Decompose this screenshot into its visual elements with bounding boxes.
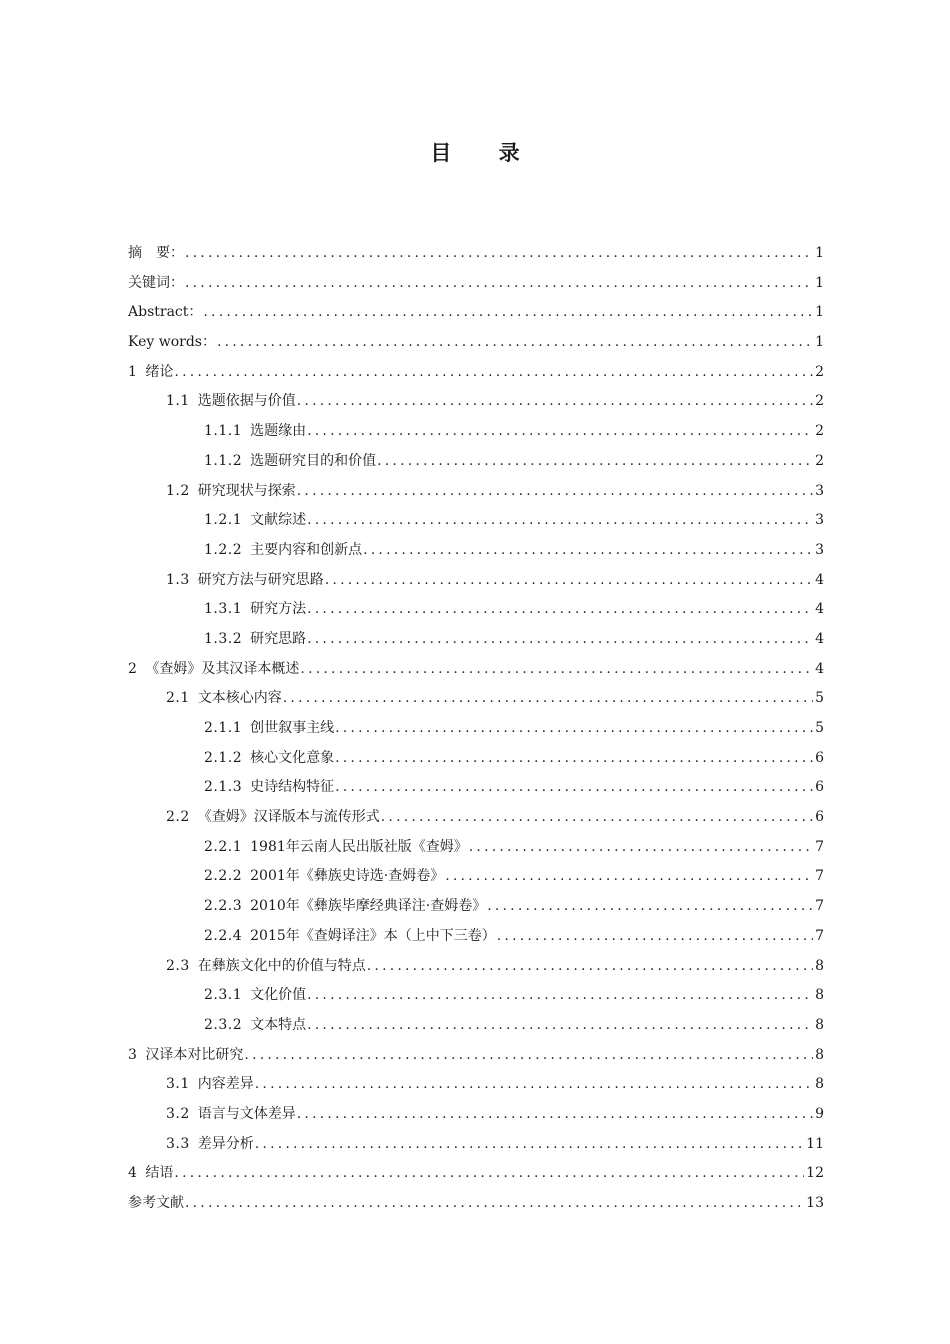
toc-entry[interactable] — [128, 1044, 824, 1074]
toc-entry-number: 1.2.1 — [204, 512, 243, 529]
toc-dot-leader — [185, 1192, 804, 1214]
toc-entry[interactable] — [128, 569, 824, 599]
toc-entry-number: 1.2 — [166, 482, 190, 499]
toc-dot-leader — [297, 390, 813, 412]
toc-dot-leader — [283, 687, 813, 709]
toc-entry[interactable] — [128, 390, 824, 420]
toc-entry-label: 主要内容和创新点 — [250, 541, 363, 558]
toc-entry[interactable] — [128, 1103, 824, 1133]
toc-entry-label: 差异分析 — [197, 1135, 254, 1152]
toc-dot-leader — [217, 331, 813, 353]
toc-entry-page-number: 8 — [815, 987, 824, 1004]
toc-dot-leader — [307, 1014, 813, 1036]
toc-entry-page-number: 8 — [815, 1016, 824, 1033]
toc-entry-label: 参考文献 — [128, 1195, 184, 1211]
toc-entry-number: 2.3 — [166, 957, 190, 974]
toc-entry[interactable] — [128, 658, 824, 688]
toc-entry-page-number: 12 — [806, 1165, 824, 1182]
toc-entry[interactable] — [128, 1192, 824, 1222]
table-of-contents — [128, 242, 824, 1222]
toc-entry[interactable] — [128, 1162, 824, 1192]
toc-entry-page-number: 2 — [815, 393, 824, 410]
toc-dot-leader — [244, 1044, 813, 1066]
toc-entry-page-number: 4 — [815, 571, 824, 588]
toc-entry-number: 1.1.2 — [204, 452, 243, 469]
toc-entry[interactable] — [128, 539, 824, 569]
toc-entry-number: 2.2 — [166, 809, 190, 826]
toc-entry-page-number: 1 — [815, 274, 824, 291]
toc-entry-page-number: 8 — [815, 957, 824, 974]
toc-entry-number: 1.3.2 — [204, 630, 243, 647]
toc-entry-number: 2.3.1 — [204, 987, 243, 1004]
toc-entry[interactable] — [128, 1014, 824, 1044]
toc-entry-page-number: 1 — [815, 334, 824, 351]
toc-entry-number: 3.2 — [166, 1105, 190, 1122]
toc-title: 目 录 — [430, 141, 540, 165]
toc-entry-label: 文化价值 — [250, 987, 307, 1004]
toc-entry-number: 2.3.2 — [204, 1016, 243, 1033]
toc-entry-label: 选题研究目的和价值 — [250, 452, 377, 469]
toc-entry-page-number: 2 — [815, 423, 824, 440]
toc-entry-page-number: 13 — [806, 1195, 824, 1211]
toc-entry-label: 1981年云南人民出版社版《查姆》 — [250, 838, 468, 855]
toc-entry[interactable] — [128, 480, 824, 510]
toc-dot-leader — [363, 539, 813, 561]
toc-entry-number: 1.3.1 — [204, 601, 243, 618]
toc-entry-page-number: 5 — [815, 690, 824, 707]
toc-dot-leader — [307, 509, 813, 531]
toc-entry[interactable] — [128, 420, 824, 450]
toc-entry[interactable] — [128, 836, 824, 866]
toc-entry-number: 1.3 — [166, 571, 190, 588]
toc-entry[interactable] — [128, 984, 824, 1014]
toc-entry-label: 选题缘由 — [250, 423, 307, 440]
toc-dot-leader — [255, 1073, 813, 1095]
toc-dot-leader — [297, 480, 813, 502]
toc-entry-page-number: 8 — [815, 1046, 824, 1063]
toc-entry-label: 在彝族文化中的价值与特点 — [197, 957, 366, 974]
toc-entry-label: 史诗结构特征 — [250, 779, 335, 796]
toc-entry-label: 2010年《彝族毕摩经典译注·查姆卷》 — [250, 898, 487, 915]
toc-entry-label: 《查姆》汉译版本与流传形式 — [197, 809, 380, 826]
toc-entry[interactable] — [128, 925, 824, 955]
toc-dot-leader — [325, 569, 813, 591]
toc-entry-label: 文献综述 — [250, 512, 307, 529]
toc-entry-label: 语言与文体差异 — [197, 1105, 296, 1122]
toc-entry-number: 2.1.1 — [204, 720, 243, 736]
toc-entry-page-number: 7 — [815, 927, 824, 944]
toc-entry-label: 核心文化意象 — [250, 749, 335, 766]
toc-entry[interactable] — [128, 687, 824, 717]
toc-entry-number: 2 — [128, 660, 138, 677]
toc-entry[interactable] — [128, 717, 824, 747]
toc-entry-number: 4 — [128, 1165, 138, 1182]
toc-dot-leader — [307, 598, 813, 620]
toc-entry-label: 关键词： — [128, 274, 184, 291]
toc-entry-label: 内容差异 — [197, 1076, 254, 1093]
toc-entry-page-number: 6 — [815, 809, 824, 826]
toc-entry[interactable] — [128, 509, 824, 539]
toc-entry-number: 1.1 — [166, 393, 190, 410]
toc-entry-page-number: 3 — [815, 541, 824, 558]
toc-entry[interactable] — [128, 1133, 824, 1163]
toc-entry[interactable] — [128, 895, 824, 925]
toc-entry[interactable] — [128, 865, 824, 895]
toc-dot-leader — [185, 272, 813, 294]
toc-entry-label: 文本核心内容 — [197, 690, 282, 707]
toc-dot-leader — [174, 1162, 804, 1184]
toc-entry-label: 《查姆》及其汉译本概述 — [145, 660, 300, 677]
toc-entry-page-number: 3 — [815, 482, 824, 499]
toc-entry-number: 2.2.1 — [204, 838, 243, 855]
toc-dot-leader — [297, 1103, 813, 1125]
toc-entry-page-number: 4 — [815, 660, 824, 677]
toc-entry-page-number: 3 — [815, 512, 824, 529]
toc-entry-label: 研究方法 — [250, 601, 307, 618]
toc-dot-leader — [335, 747, 813, 769]
toc-entry-label: 研究方法与研究思路 — [197, 571, 324, 588]
toc-entry-page-number: 4 — [815, 601, 824, 618]
toc-dot-leader — [497, 925, 813, 947]
toc-dot-leader — [445, 865, 813, 887]
toc-entry-label: 绪论 — [145, 363, 174, 380]
toc-entry-label: Abstract： — [128, 304, 203, 321]
toc-entry-label: 汉译本对比研究 — [145, 1046, 244, 1063]
toc-entry-page-number: 2 — [815, 363, 824, 380]
toc-entry-page-number: 7 — [815, 898, 824, 915]
toc-entry-label: 文本特点 — [250, 1016, 307, 1033]
toc-entry-page-number: 5 — [815, 720, 824, 736]
toc-dot-leader — [307, 984, 813, 1006]
toc-entry-label: 2015年《查姆译注》本（上中下三卷） — [250, 927, 496, 944]
toc-dot-leader — [255, 1133, 804, 1155]
toc-entry-page-number: 7 — [815, 838, 824, 855]
toc-entry-number: 1.1.1 — [204, 423, 243, 440]
toc-entry[interactable] — [128, 806, 824, 836]
toc-entry-number: 3.1 — [166, 1076, 190, 1093]
toc-entry-number: 2.1 — [166, 690, 190, 707]
toc-dot-leader — [174, 361, 813, 383]
toc-entry-page-number: 6 — [815, 779, 824, 796]
toc-entry-page-number: 8 — [815, 1076, 824, 1093]
toc-entry[interactable] — [128, 450, 824, 480]
toc-entry[interactable] — [128, 598, 824, 628]
toc-entry[interactable] — [128, 628, 824, 658]
toc-dot-leader — [487, 895, 813, 917]
toc-entry[interactable] — [128, 955, 824, 985]
toc-entry-page-number: 11 — [806, 1135, 824, 1152]
toc-entry-number: 1 — [128, 363, 138, 380]
toc-entry-label: 研究思路 — [250, 630, 307, 647]
toc-entry-page-number: 4 — [815, 630, 824, 647]
toc-entry-label: Key words： — [128, 334, 216, 351]
toc-entry-label: 结语 — [145, 1165, 174, 1182]
toc-dot-leader — [203, 301, 813, 323]
toc-entry-number: 2.1.2 — [204, 749, 243, 766]
toc-entry-label: 创世叙事主线 — [250, 720, 335, 736]
toc-entry[interactable] — [128, 776, 824, 806]
toc-dot-leader — [381, 806, 813, 828]
toc-dot-leader — [377, 450, 813, 472]
toc-entry-number: 2.2.2 — [204, 868, 243, 885]
toc-entry-number: 2.2.4 — [204, 927, 243, 944]
toc-dot-leader — [185, 242, 813, 264]
toc-entry[interactable] — [128, 747, 824, 777]
toc-entry[interactable] — [128, 1073, 824, 1103]
toc-entry-label: 2001年《彝族史诗选·查姆卷》 — [250, 868, 445, 885]
toc-entry[interactable] — [128, 272, 824, 302]
toc-dot-leader — [307, 628, 813, 650]
toc-entry-number: 2.2.3 — [204, 898, 243, 915]
toc-entry-page-number: 2 — [815, 452, 824, 469]
toc-entry-label: 研究现状与探索 — [197, 482, 296, 499]
toc-entry-page-number: 7 — [815, 868, 824, 885]
toc-entry-page-number: 1 — [815, 304, 824, 321]
toc-entry[interactable] — [128, 301, 824, 331]
toc-dot-leader — [367, 955, 813, 977]
toc-entry-label: 选题依据与价值 — [197, 393, 296, 410]
toc-entry-page-number: 6 — [815, 749, 824, 766]
toc-entry[interactable] — [128, 242, 824, 272]
toc-entry-number: 3.3 — [166, 1135, 190, 1152]
toc-dot-leader — [469, 836, 813, 858]
toc-dot-leader — [335, 717, 813, 739]
toc-entry[interactable] — [128, 331, 824, 361]
toc-entry-number: 3 — [128, 1046, 138, 1063]
toc-entry-number: 1.2.2 — [204, 541, 243, 558]
toc-dot-leader — [300, 658, 813, 680]
toc-dot-leader — [335, 776, 813, 798]
toc-entry-number: 2.1.3 — [204, 779, 243, 796]
toc-entry-page-number: 9 — [815, 1105, 824, 1122]
toc-entry[interactable] — [128, 361, 824, 391]
toc-entry-label: 摘 要： — [128, 245, 184, 261]
toc-entry-page-number: 1 — [815, 245, 824, 261]
toc-dot-leader — [307, 420, 813, 442]
